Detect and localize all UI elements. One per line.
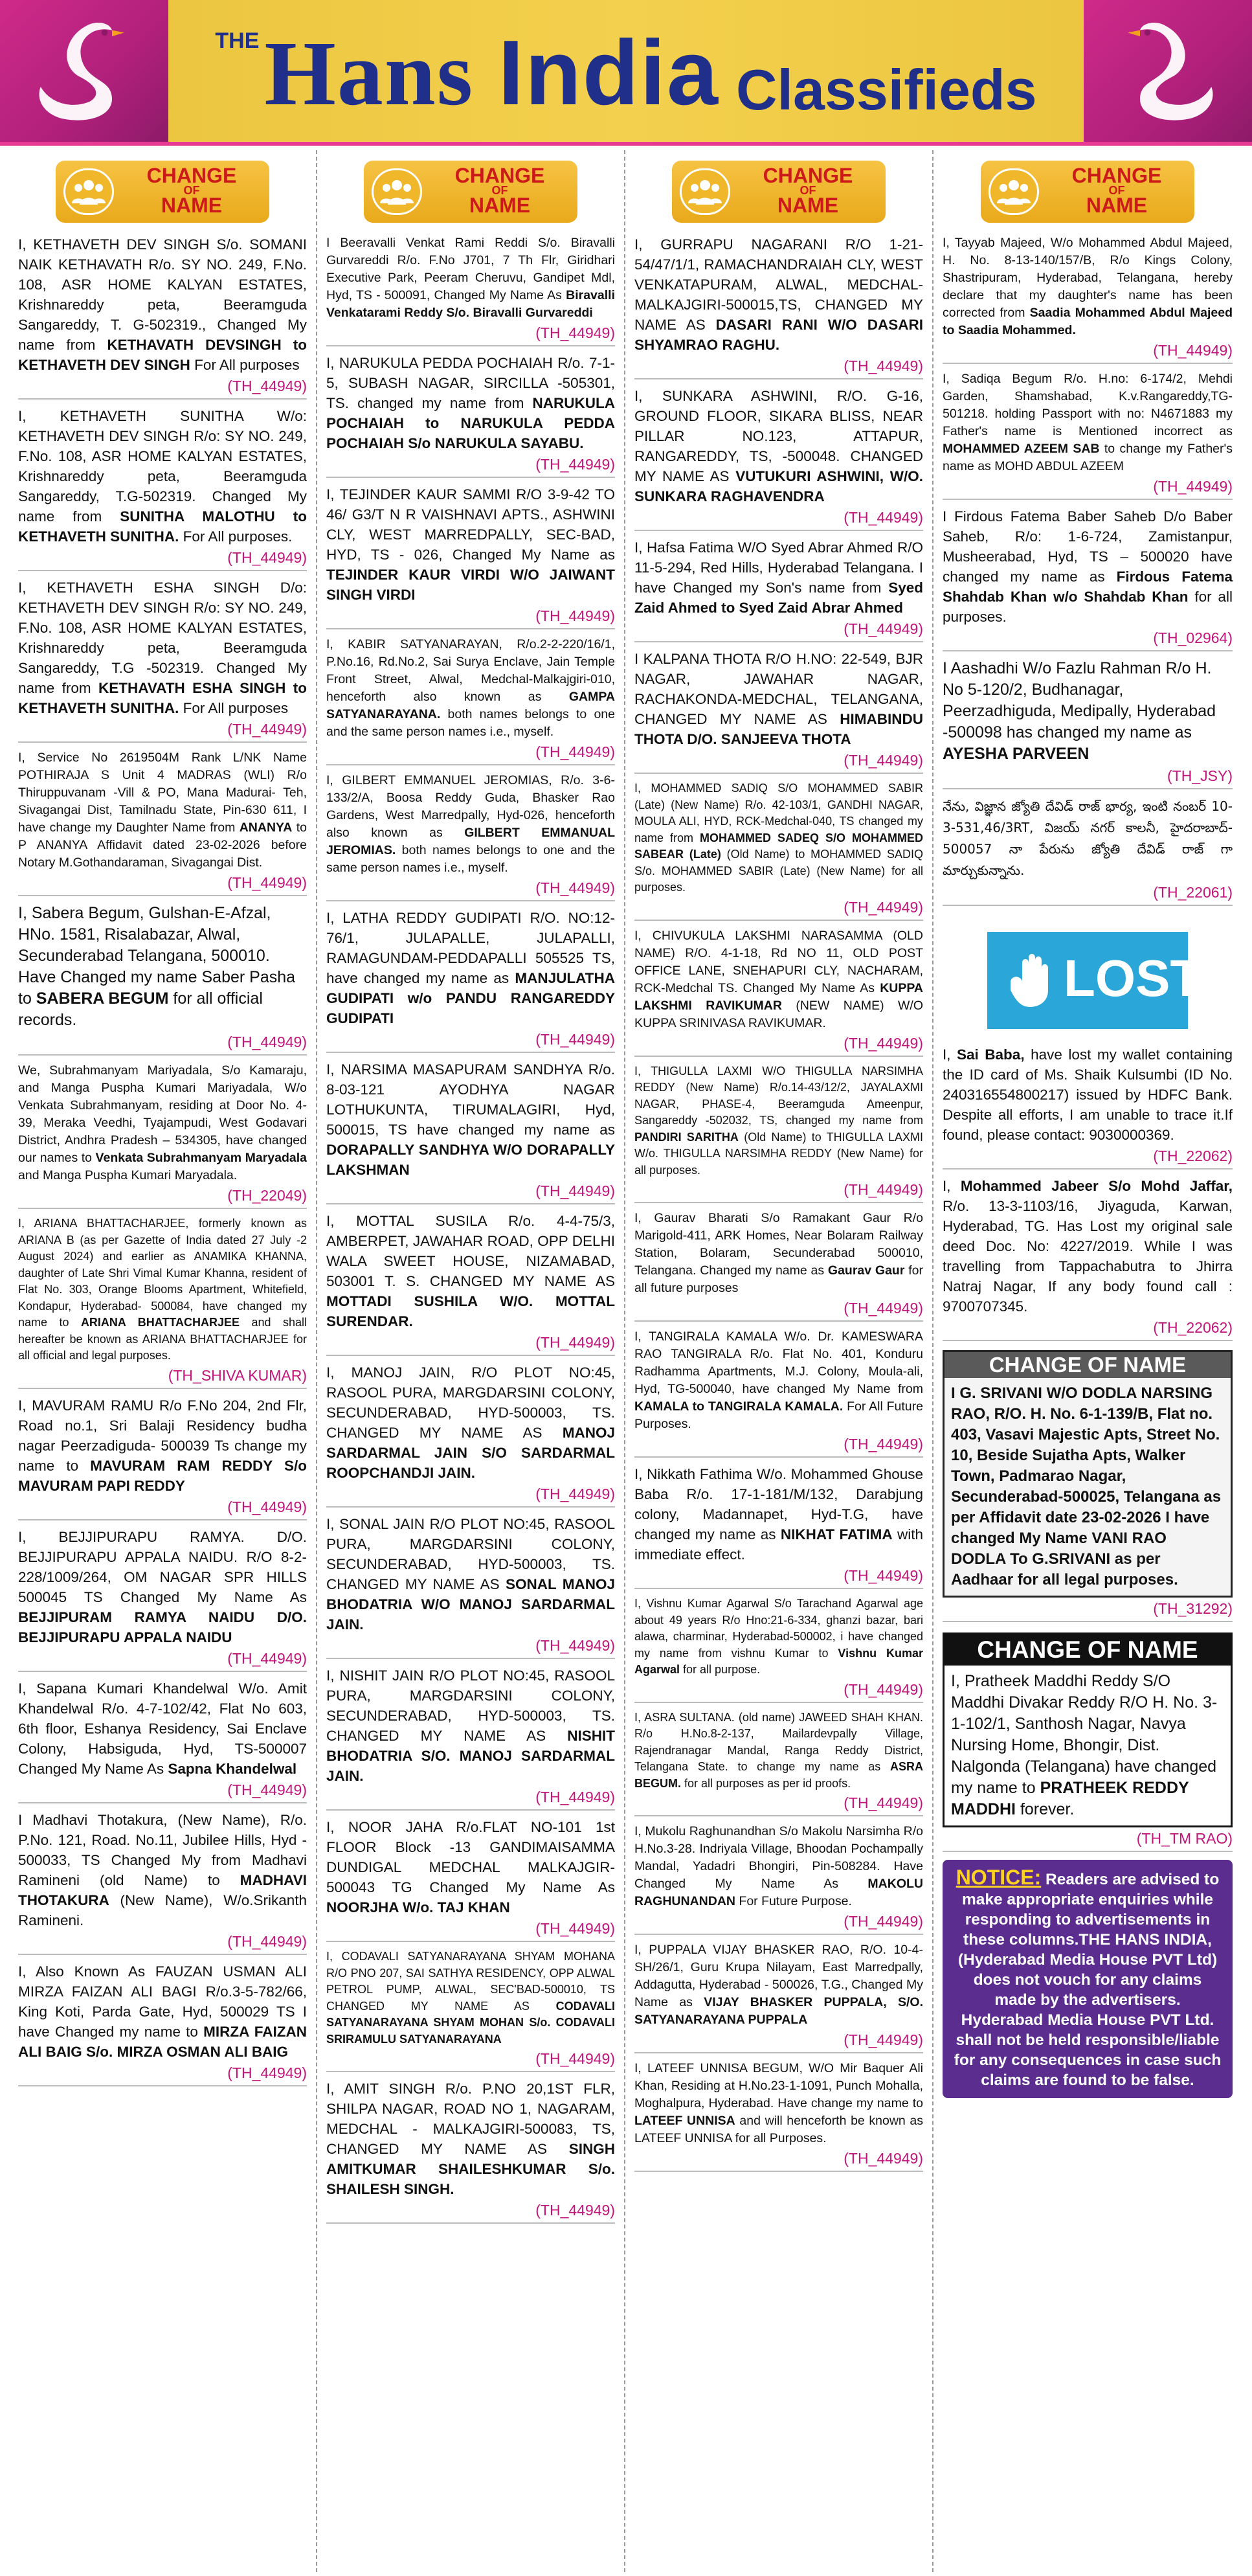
badge-line-of: OF [491,184,508,197]
ad-code: (TH_44949) [634,1566,923,1589]
ad-text: I, MANOJ JAIN, R/O PLOT NO:45, RASOOL PURA, MARGDARSINI COLONY, SECUNDERABAD, HYD-500003, TS. CHANGED MY NAME AS [326,1364,615,1441]
classified-ad [634,780,923,896]
ad-new-name: SABERA BEGUM [36,989,169,1008]
ad-text: I, Sadiqa Begum R/o. H.no: 6-174/2, Mehdi Garden, Shamshabad, K.v.Rangareddy,TG-501218. holding Passport with no: N4671883 my Father's name is Mentioned incorrect as [943,372,1233,438]
ad-new-name: GILBERT EMMANUAL JEROMIAS. [326,826,615,857]
ad-code: (TH_44949) [634,1793,923,1816]
ad-code: (TH_44949) [634,1434,923,1458]
ad-code: (TH_44949) [326,2049,615,2072]
classified-columns [9,150,1243,2572]
ad-code: (TH_44949) [634,508,923,531]
boxed-bar: CHANGE OF NAME [945,1634,1231,1666]
ad-text: I, MAVURAM RAMU R/o F.No 204, 2nd Flr, Road no.1, Sri Balaji Residency budha nagar Peerzadiguda- 500039 Ts change my name to [18,1397,307,1474]
ad-new-name: KETHAVATH ESHA SINGH to KETHAVETH SUNITHA. [18,680,307,716]
ad-text: I, NOOR JAHA R/o.FLAT NO-101 1st FLOOR Block -13 GANDIMAISAMMA DUNDIGAL MEDCHAL MALKAJGIR-500043 TG Changed My Name As [326,1819,615,1895]
ad-text: I, KETHAVETH DEV SINGH S/o. SOMANI NAIK KETHAVATH R/o. SY NO. 249, F.No. 108, ASR HOME KALYAN ESTATES, Krishnareddy peta, Beeramguda Sangareddy, T. G-502319., Changed My name from [18,236,307,353]
classified-ad [634,386,923,506]
change-of-name-badge [56,161,269,223]
swan-icon [26,13,149,136]
ad-text: I KALPANA THOTA R/O H.NO: 22-549, BJR NAGAR, JAWAHAR NAGAR, RACHAKONDA-MEDCHAL, TELANGANA, CHANGED MY NAME AS [634,651,923,727]
classified-ad [326,636,615,741]
ad-text: I, KETHAVETH SUNITHA W/o: KETHAVETH DEV SINGH R/o: SY NO. 249, F.No. 108, ASR HOME KALYAN ESTATES, Krishnareddy peta, Beeramguda Sangareddy, T.G-502319. Changed My name from [18,408,307,525]
badge-title [1043,166,1191,215]
ad-tail: For Future Purpose. [735,1894,852,1908]
badge-line-change: CHANGE [454,164,545,187]
ad-new-name: Biravalli Venkatarami Reddy S/o. Biravalli Gurvareddi [326,288,615,320]
ad-text: I, CHIVUKULA LAKSHMI NARASAMMA (OLD NAME) R/O. 4-1-18, Rd NO 11, OLD POST OFFICE LANE, SNEHAPURI CLY, NACHARAM, RCK-Medchal TS. Changed My Name As [634,928,923,995]
boxed-body-tail: forever. [1016,1800,1075,1818]
notice-box [943,1860,1233,2098]
ad-code: (TH_44949) [326,455,615,478]
ad-new-name: MOHAMMED SADEQ S/O MOHAMMED SABEAR (Late) [634,831,924,861]
badge-line-change: CHANGE [1071,164,1162,187]
ad-code: (TH_44949) [18,376,307,400]
brand-part-hans: Hans [264,22,498,124]
ad-code: (TH_44949) [634,2030,923,2053]
ad-text: I, Gaurav Bharati S/o Ramakant Gaur R/o Marigold-411, ARK Homes, Near Bolaram Railway Station, Bolaram, Secunderabad 500010, Telangana. Changed my name as [634,1211,923,1278]
ad-tail: for all purpose. [680,1663,761,1676]
ad-new-name: Mohammed Jabeer S/o Mohd Jaffar, [960,1178,1233,1194]
column-4 [933,150,1242,2572]
ad-new-name: Firdous Fatema Shahdab Khan w/o Shahdab Khan [943,569,1233,605]
ad-text: We, Subrahmanyam Mariyadala, S/o Kamaraju, and Manga Puspha Kumari Mariyadala, W/o Venkata Subrahmanyam, residing at Door No. 4-39, Meraka Veedhi, Tyajampudi, West Godavari District, Andhra Pradesh – 534305, have changed our names to [18,1063,307,1165]
ad-text: I, Tayyab Majeed, W/o Mohammed Abdul Majeed, H. No. 8-13-140/157/B, R/o Kings Colony, Shastripuram, Hyderabad, Telangana, hereby declare that my daughter's name has been corrected from [943,236,1233,320]
ad-code: (TH_44949) [326,606,615,629]
classified-ad [18,1395,307,1496]
classified-ad [326,353,615,453]
notice-label: NOTICE: [956,1866,1042,1889]
classified-ad [18,1062,307,1184]
ad-code: (TH_44949) [326,323,615,346]
classified-ad [634,1210,923,1297]
ad-new-name: NIKHAT FATIMA [780,1526,893,1542]
ad-text: I, NARUKULA PEDDA POCHAIAH R/o. 7-1-5, SUBASH NAGAR, SIRCILLA -505301, TS. changed my name from [326,355,615,411]
ad-code: (TH_22061) [943,883,1233,906]
column-3-ads [634,234,923,2172]
ad-code: (TH_44949) [634,898,923,921]
ad-tail: For All purposes [179,700,289,716]
badge-title [426,166,574,215]
ad-text: I, SUNKARA ASHWINI, R/O. G-16, GROUND FLOOR, SIKARA BLISS, NEAR PILLAR NO.123, ATTAPUR, RANGAREDDY, TS, -500048. CHANGED MY NAME AS [634,388,923,484]
ad-new-name: TEJINDER KAUR VIRDI W/O JAIWANT SINGH VIRDI [326,567,615,603]
classified-ad [326,1949,615,2048]
ad-new-name: Syed Zaid Ahmed to Syed Zaid Abrar Ahmed [634,580,923,616]
open-hand-icon [1004,950,1060,1008]
ad-new-name: SUNITHA MALOTHU to KETHAVETH SUNITHA. [18,508,307,545]
ad-tail: and Manga Puspha Kumari Maryadala. [18,1168,238,1182]
ad-code: (TH_44949) [943,341,1233,364]
change-of-name-badge [364,161,577,223]
ad-tail: For All purposes. [179,528,293,545]
ad-text: I, NISHIT JAIN R/O PLOT NO:45, RASOOL PURA, MARGDARSINI COLONY, SECUNDERABAD, HYD-500003, TS. CHANGED MY NAME AS [326,1667,615,1744]
ad-tail: for all purposes. [943,589,1233,625]
classifieds-label: Classifieds [735,58,1037,122]
ad-new-name: Sai Baba, [957,1046,1025,1063]
ad-code: (TH_44949) [18,1780,307,1803]
classified-ad [18,1678,307,1779]
ad-text: I, Hafsa Fatima W/O Syed Abrar Ahmed R/O 11-5-294, Red Hills, Hyderabad Telangana. I have Changed my Son's name from [634,539,923,596]
ad-code: (TH_44949) [18,1032,307,1056]
ad-code: (TH_22049) [18,1186,307,1209]
classified-ad [634,1063,923,1179]
ad-new-name: Gaurav Gaur [827,1263,905,1278]
ad-text: I Beeravalli Venkat Rami Reddi S/o. Biravalli Gurvareddi R/o. F.No J701, 7 Th Flr, Giridhari Executive Park, Peeram Cheruvu, Gandipet Mdl, Hyd, TS - 500091, Changed My Name As [326,236,615,302]
classified-ad [943,234,1233,339]
column-3 [625,150,933,2572]
ad-tail: For All Future Purposes. [634,1399,923,1431]
classified-ad [18,1961,307,2062]
ad-tail: for all purposes as per id proofs. [681,1776,851,1790]
ad-code: (TH_44949) [634,2149,923,2172]
ad-code: (TH_44949) [326,1787,615,1811]
ad-text: I, LATHA REDDY GUDIPATI R/O. NO:12-76/1, JULAPALLE, JULAPALLI, RAMAGUNDAM-PEDDAPALLI 505525 TS, have changed my name as [326,910,615,986]
boxed-body-text: I, Pratheek Maddhi Reddy S/O Maddhi Divakar Reddy R/O H. No. 3-1-102/1, Santhosh Nagar, Navya Nursing Home, Bhongir, Dist. Nalgonda (Telangana) have changed my name to [951,1672,1218,1797]
lost-ads [943,1045,1233,1341]
ad-new-name: BEJJIPURAM RAMYA NAIDU D/O. BEJJIPURAPU APPALA NAIDU [18,1609,307,1645]
ad-tail: both names belongs to one and the same person names i.e., myself. [326,843,615,875]
badge-line-name: NAME [777,194,839,217]
ad-text: I, MOTTAL SUSILA R/o. 4-4-75/3, AMBERPET, JAWAHAR ROAD, OPP DELHI WALA SWEET HOUSE, NIZAMABAD, 503001 T. S. CHANGED MY NAME AS [326,1213,615,1289]
ad-code: (TH_44949) [326,1484,615,1508]
ad-code: (TH_44949) [326,742,615,765]
ad-new-name: MADHAVI THOTAKURA [18,1871,307,1908]
ad-new-name: ARIANA BHATTACHARJEE [80,1316,240,1329]
ad-tail: to change my Father's name as MOHD ABDUL AZEEM [943,442,1233,473]
classified-ad [943,1045,1233,1145]
ad-code: (TH_02964) [943,628,1233,651]
classified-ad [18,749,307,872]
badge-line-of: OF [1108,184,1125,197]
classified-ad [326,772,615,877]
ad-text: I, NARSIMA MASAPURAM SANDHYA R/o. 8-03-121 AYODHYA NAGAR LOTHUKUNTA, TIRUMALAGIRI, Hyd, 500015, TS have changed my name as [326,1061,615,1138]
badge-line-name: NAME [161,194,223,217]
ad-new-name: HIMABINDU THOTA D/O. SANJEEVA THOTA [634,711,923,747]
boxed-body: I G. SRIVANI W/O DODLA NARSING RAO, R/O. H. No. 6-1-139/B, Flat no. 403, Vasavi Majestic Apts, Street No. 10, Beside Sujatha Apts, Walker Town, Padmarao Nagar, Secunderabad-500025, Telangana as per Affidavit date 23-02-2026 I have changed My Name VANI RAO DODLA To G.SRIVANI as per Aadhaar for all legal purposes. [945,1378,1231,1596]
ad-text: I, Vishnu Kumar Agarwal S/o Tarachand Agarwal age about 49 years R/o Hno:21-6-334, ghanzi bazar, bari alawa, charminar, Hyderabad-500002, i have changed my name from vishnu Kumar to [634,1597,923,1660]
ad-new-name: Vishnu Kumar Agarwal [634,1646,923,1676]
ad-tail: and shall hereafter be known as ARIANA BHATTACHARJEE for all official and legal purposes. [18,1316,307,1362]
ad-tail: R/o. 13-3-1103/16, Jiyaguda, Karwan, Hyderabad, TG. Has Lost my original sale deed Doc. No: 4227/2019. While I was travelling from Tappachabutra to Jhirra Natraj Nagar, If any body found call : 9700707345. [943,1198,1233,1315]
lost-word: LOST [1064,949,1202,1007]
brand-part-india: India [498,21,719,124]
ad-tail: and will henceforth be known as LATEEF UNNISA for all Purposes. [634,2114,924,2145]
ad-text: I, TEJINDER KAUR SAMMI R/O 3-9-42 TO 46/ G3/T N R VAISHNAVI APTS., ASHWINI CLY, WEST MARREDPALLY, SEC-BAD, HYD, TS - 026, Changed My Name as [326,486,615,563]
classified-ad [943,1176,1233,1316]
ad-code: (TH_44949) [326,1181,615,1204]
classified-ad [326,1514,615,1634]
ad-tail: with immediate effect. [634,1526,924,1563]
badge-line-change: CHANGE [146,164,237,187]
classified-ad [634,1596,923,1678]
ad-code: (TH_44949) [634,1180,923,1203]
ad-code: (TH_44949) [18,548,307,571]
classified-ad [326,1666,615,1786]
ad-code: (TH_44949) [18,873,307,896]
ad-code: (TH_44949) [326,1636,615,1659]
ad-text: I, ASRA SULTANA. (old name) JAWEED SHAH KHAN. R/o H.No.8-2-137, Mailardevpally Village, Rajendranagar Mandal, Ranga Reddy District, Telangana State. to change my name as [634,1710,923,1773]
brand-name [264,21,719,124]
ad-new-name: MANJULATHA GUDIPATI w/o PANDU RANGAREDDY GUDIPATI [326,970,615,1026]
boxed-body [945,1666,1231,1825]
column-4-ads [943,234,1233,789]
ad-new-name: LATEEF UNNISA [634,2114,735,2128]
ad-tail: For All purposes [190,357,300,373]
classified-ad [326,1362,615,1483]
ad-code: (TH_44949) [18,1497,307,1520]
swan-icon [1103,13,1226,136]
ad-text: I, CODAVALI SATYANARAYANA SHYAM MOHANA R/O PNO 207, SAI SATHYA RESIDENCY, OPP ALWAL PETROL PUMP, ALWAL, SEC'BAD-500010, TS CHANGED MY NAME AS [326,1950,615,2013]
ad-code: (TH_44949) [634,356,923,379]
ad-code: (TH_44949) [634,1912,923,1935]
people-icon [989,168,1039,215]
classified-ad [634,927,923,1032]
ad-text: I, KETHAVETH ESHA SINGH D/o: KETHAVETH DEV SINGH R/o: SY NO. 249, F.No. 108, ASR HOME KALYAN ESTATES, Krishnareddy peta, Beeramguda Sangareddy, T.G -502319. Changed My name from [18,580,307,696]
ad-text: I, [943,1046,957,1063]
classified-ad [326,484,615,605]
change-of-name-badge [981,161,1194,223]
ad-text: I, AMIT SINGH R/o. P.NO 20,1ST FLR, SHILPA NAGAR, ROAD NO 1, NAGARAM, MEDCHAL - MALKAJGIRI-500083, TS, CHANGED MY NAME AS [326,2081,615,2157]
ad-new-name: ASRA BEGUM. [634,1760,923,1790]
ad-text: I, LATEEF UNNISA BEGUM, W/O Mir Baquer Ali Khan, Residing at H.No.23-1-1091, Punch Mohalla, Moghalpura, Hyderabad. Have change my name to [634,2061,923,2110]
column-1-ads [18,234,307,2086]
ad-new-name: MANOJ SARDARMAL JAIN S/O SARDARMAL ROOPCHANDJI JAIN. [326,1425,615,1481]
ad-new-name: NARUKULA POCHAIAH to NARUKULA PEDDA POCHAIAH S/o NARUKULA SAYABU. [326,395,615,451]
ad-code: (TH_44949) [634,1298,923,1322]
classified-ad [18,1527,307,1647]
badge-line-change: CHANGE [763,164,853,187]
ad-new-name: PANDIRI SARITHA [634,1130,739,1144]
change-of-name-badge [672,161,886,223]
lost-badge [987,932,1202,1029]
boxed-body-name: PRATHEEK REDDY MADDHI [951,1779,1189,1818]
ad-new-name: Venkata Subrahmanyam Maryadala [95,1151,307,1165]
ad-code: (TH_44949) [634,1034,923,1057]
classified-ad [634,1941,923,2029]
column-1 [9,150,317,2572]
ad-tail: to P ANANYA Affidavit dated 23-02-2026 before Notary M.Gothandaraman, Sivagangai Dist. [18,820,307,870]
ad-text: I, GILBERT EMMANUEL JEROMIAS, R/o. 3-6-133/2/A, Boosa Reddy Guda, Bhasker Rao Gardens, West Marredpally, Hyd-026, henceforth also known as [326,773,615,840]
ad-tail: (NEW NAME) W/O KUPPA SRINIVASA RAVIKUMAR. [634,998,923,1030]
classified-ad [634,537,923,618]
masthead [0,0,1252,146]
column-2 [317,150,625,2572]
classified-ad [18,406,307,547]
classified-ad [634,1823,923,1910]
ad-tail: (Old Name) to THIGULLA LAXMI W/o. THIGULLA NARSIMHA REDDY (New Name) for all purposes. [634,1130,923,1177]
people-icon [372,168,422,215]
classified-ad [634,1710,923,1792]
ad-text: I Aashadhi W/o Fazlu Rahman R/o H. No 5-120/2, Budhanagar, Peerzadhiguda, Medipally, Hyderabad -500098 has changed my name as [943,659,1216,741]
ad-code: (TH_44949) [634,1680,923,1703]
ad-code: (TH_SHIVA KUMAR) [18,1366,307,1389]
ad-new-name: KETHAVATH DEVSINGH to KETHAVETH DEV SINGH [18,337,307,373]
ad-new-name: DASARI RANI W/O DASARI SHYAMRAO RAGHU. [634,317,923,353]
ad-text: I, BEJJIPURAPU RAMYA. D/O. BEJJIPURAPU APPALA NAIDU. R/O 8-2-228/1009/264, OM NAGAR SPR HILLS 500045 TS Changed My Name As [18,1528,307,1605]
masthead-title [181,12,1071,135]
ad-code: (TH_22062) [943,1318,1233,1341]
ad-new-name: VUTUKURI ASHWINI, W/O. SUNKARA RAGHAVENDRA [634,468,923,504]
ad-new-name: SONAL MANOJ BHODATRIA W/O MANOJ SARDARMAL JAIN. [326,1576,615,1633]
ad-code: (TH_44949) [18,719,307,743]
people-icon [680,168,730,215]
ad-code: (TH_44949) [326,1333,615,1356]
column-2-ads [326,234,615,2224]
ad-text: I, [943,1178,961,1194]
ad-text: I, GURRAPU NAGARANI R/O 1-21-54/47/1/1, RAMACHANDRAIAH CLY, WEST VENKATAPURAM, ALWAL, MEDCHAL-MALKAJGIRI-500015,TS, CHANGED MY NAME AS [634,236,923,333]
classified-ad [943,506,1233,627]
ad-code: (TH_44949) [634,751,923,774]
ad-text: I, Mukolu Raghunandhan S/o Makolu Narsimha R/o H.No.3-28. Indriyala Village, Bhoodan Pochampally Mandal, Yadadri Bhongiri, Pin-508284. Have Changed My Name As [634,1824,923,1891]
notice-text: Readers are advised to make appropriate enquiries while responding to advertisements in these columns.THE HANS INDIA, (Hyderabad Media House PVT Ltd) does not vouch for any claims made by the advertisers. Hyderabad Media House PVT Ltd. shall not be held responsible/liable for any consequences in case such claims are found to be false. [954,1871,1222,2089]
ad-text: I, Sapana Kumari Khandelwal W/o. Amit Khandelwal R/o. 4-7-102/42, Flat No 603, 6th floor, Eshanya Residency, Sai Enclave Colony, Habsiguda, Hyd, TS-500007 Changed My Name As [18,1680,307,1777]
ad-code: (TH_44949) [18,2063,307,2086]
boxed-bar: CHANGE OF NAME [945,1352,1231,1378]
ad-new-name: MOHAMMED AZEEM SAB [943,442,1100,456]
classified-ad [18,234,307,375]
ad-code: (TH_22062) [943,1146,1233,1169]
badge-line-name: NAME [469,194,531,217]
ad-new-name: MIRZA FAIZAN ALI BAIG S/o. MIRZA OSMAN ALI BAIG [18,2023,307,2060]
ad-new-name: GAMPA SATYANARAYANA. [326,690,615,721]
ad-text: I, Sabera Begum, Gulshan-E-Afzal, HNo. 1581, Risalabazar, Alwal, Secunderabad Telangana, 500010. Have Changed my name Saber Pasha to [18,904,296,1008]
classified-ad [326,1211,615,1331]
classified-ad [634,1464,923,1565]
ad-new-name: VIJAY BHASKER PUPPALA, S/O. SATYANARAYANA PUPPALA [634,1995,923,2027]
classified-ad [326,1817,615,1917]
classified-ad [634,649,923,749]
badge-title [118,166,265,215]
classified-ad [18,903,307,1031]
ad-code: (TH_44949) [943,477,1233,500]
ad-code: (TH_JSY) [943,766,1233,789]
boxed-change-of-name-1 [943,1350,1233,1598]
ad-text: I, SONAL JAIN R/O PLOT NO:45, RASOOL PURA, MARGDARSINI COLONY, SECUNDERABAD, HYD-500003, TS. CHANGED MY NAME AS [326,1516,615,1592]
ad-text: I, Also Known As FAUZAN USMAN ALI MIRZA FAIZAN ALI BAGI R/o.3-5-782/66, King Koti, Parda Gate, Hyd, 500029 TS I have Changed my name to [18,1963,307,2040]
ad-code: (TH_44949) [326,1919,615,1942]
classified-ad [634,2060,923,2147]
badge-title [734,166,882,215]
telugu-ad: నేను, విజ్ఞాన జ్యోతి దేవిడ్ రాజ్ భార్య, ఇంటి నంబర్ 10-3-531,46/3RT, విజయ్ నగర్ కాలనీ, హైదరాబాద్- 500057 నా పేరును జ్యోతి దేవిడ్ రాజ్ గా మార్చుకున్నాను. [943,798,1233,878]
ad-code: (TH_31292) [943,1599,1233,1622]
ad-text: I Madhavi Thotakura, (New Name), R/o. P.No. 121, Road. No.11, Jubilee Hills, Hyd - 500033, TS Changed My from Madhavi Ramineni (old Name) to [18,1811,307,1888]
people-icon [63,168,114,215]
ad-text: I, MOHAMMED SADIQ S/O MOHAMMED SABIR (Late) (New Name) R/o. 42-103/1, GANDHI NAGAR, MOULA ALI, HYD, RCK-Medchal-040, TS changed my name from [634,782,923,844]
ad-text: I, Service No 2619504M Rank L/NK Name POTHIRAJA S Unit 4 MADRAS (WLI) R/o Thiruppuvanam -Vill & PO, Mana Madurai- Teh, Sivagangai Dist, Tamilnadu State, Pin-630 611, I have change my Daughter Name from [18,751,307,835]
ad-new-name: KUPPA LAKSHMI RAVIKUMAR [634,980,923,1013]
ad-new-name: NISHIT BHODATRIA S/O. MANOJ SARDARMAL JAIN. [326,1728,615,1784]
ad-tail: (Old Name) to MOHAMMED SADIQ S/o. MOHAMMED SABIR (Late) (New Name) for all purposes. [634,848,923,894]
classified-ad [18,1810,307,1930]
classified-ad [18,1215,307,1364]
ad-tail: (New Name), W/o.Srikanth Ramineni. [18,1892,307,1928]
ad-new-name: ANANYA [239,820,293,835]
ad-new-name: AYESHA PARVEEN [943,745,1090,763]
ad-tail: for all future purposes [634,1263,923,1295]
ad-text: I, Nikkath Fathima W/o. Mohammed Ghouse Baba R/o. 17-1-181/M/132, Darabjung colony, Madannapet, Hyd-T.G, have changed my name as [634,1466,923,1542]
ad-text: I, KABIR SATYANARAYAN, R/o.2-2-220/16/1, P.No.16, Rd.No.2, Sai Surya Enclave, Jain Temple Front Street, Alwal, Medchal-Malkajgiri-010, henceforth also known as [326,637,615,704]
ad-tail: both names belongs to one and the same person names i.e., myself. [326,707,615,739]
ad-text: I, ARIANA BHATTACHARJEE, formerly known as ARIANA B (as per Gazette of India dated 27 July -2 August 2024) and earlier as ANAMIKA KHANNA, daughter of Late Shri Vimal Kumar Khanna, resident of Flat No. 303, Orange Blooms Apartment, Whitefield, Kondapur, Hyderabad- 500084, have changed my name to [18,1217,307,1329]
ad-new-name: MOTTADI SUSHILA W/O. MOTTAL SURENDAR. [326,1293,615,1329]
classified-ad [634,234,923,355]
ad-code: (TH_44949) [18,1649,307,1672]
ad-text: I Firdous Fatema Baber Saheb D/o Baber Saheb, R/o: 1-6-724, Zamistanpur, Musheerabad, Hyd, TS – 500020 have changed my name as [943,508,1233,585]
ad-new-name: CODAVALI SATYANARAYANA SHYAM MOHAN S/o. CODAVALI SRIRAMULU SATYANARAYANA [326,1999,615,2046]
boxed-change-of-name-2 [943,1633,1233,1827]
ad-new-name: Saadia Mohammed Abdul Majeed to Saadia Mohammed. [943,306,1233,337]
ad-new-name: DORAPALLY SANDHYA W/O DORAPALLY LAKSHMAN [326,1142,615,1178]
ad-code: (TH_44949) [326,1030,615,1053]
badge-line-name: NAME [1086,194,1148,217]
ad-text: I, TANGIRALA KAMALA W/o. Dr. KAMESWARA RAO TANGIRALA R/o. Flat No. 401, Konduru Radhamma Apartments, M.J. Colony, Moula-ali, Hyd, TG-500040, have changed My Name from [634,1329,923,1396]
ad-code: (TH_44949) [326,2200,615,2224]
ad-text: I, THIGULLA LAXMI W/O THIGULLA NARSIMHA REDDY (New Name) R/o.14-43/12/2, JAYALAXMI NAGAR, PHASE-4, Beeramguda Ameenpur, Sangareddy -502032, TS, changed my name from [634,1064,923,1127]
classified-ad [326,2079,615,2199]
classified-ad [634,1328,923,1433]
badge-line-of: OF [799,184,816,197]
masthead-the: THE [215,28,260,53]
ad-text: I, PUPPALA VIJAY BHASKER RAO, R/O. 10-4-SH/26/1, Guru Krupa Nilayam, East Marredpally, Addagutta, Hyderabad - 500026, T.G., Changed My Name as [634,1943,923,2009]
classified-ad [326,908,615,1028]
ad-new-name: SINGH AMITKUMAR SHAILESHKUMAR S/o. SHAILESH SINGH. [326,2141,615,2197]
ad-code: (TH_44949) [18,1932,307,1955]
ad-tail: for all official records. [18,989,263,1029]
ad-code: (TH_TM RAO) [943,1829,1233,1852]
classified-ad [943,370,1233,475]
ad-new-name: MAVURAM RAM REDDY S/o MAVURAM PAPI REDDY [18,1457,307,1494]
ad-new-name: MAKOLU RAGHUNANDAN [634,1877,923,1908]
classified-ad [326,234,615,322]
ad-tail: have lost my wallet containing the ID card of Ms. Shaik Kulsumbi (ID No. 240316554800217) issued by HDFC Bank. Despite all efforts, I am unable to trace it.If found, please contact: 9030000369. [943,1046,1233,1143]
ad-new-name: Sapna Khandelwal [168,1760,297,1777]
ad-code: (TH_44949) [326,878,615,901]
classified-ad [18,578,307,718]
classified-ad [326,1059,615,1180]
classified-ad [943,658,1233,765]
ad-code: (TH_44949) [634,619,923,642]
ad-new-name: NOORJHA W/o. TAJ KHAN [326,1899,510,1915]
badge-line-of: OF [183,184,200,197]
ad-new-name: KAMALA to TANGIRALA KAMALA. [634,1399,844,1414]
